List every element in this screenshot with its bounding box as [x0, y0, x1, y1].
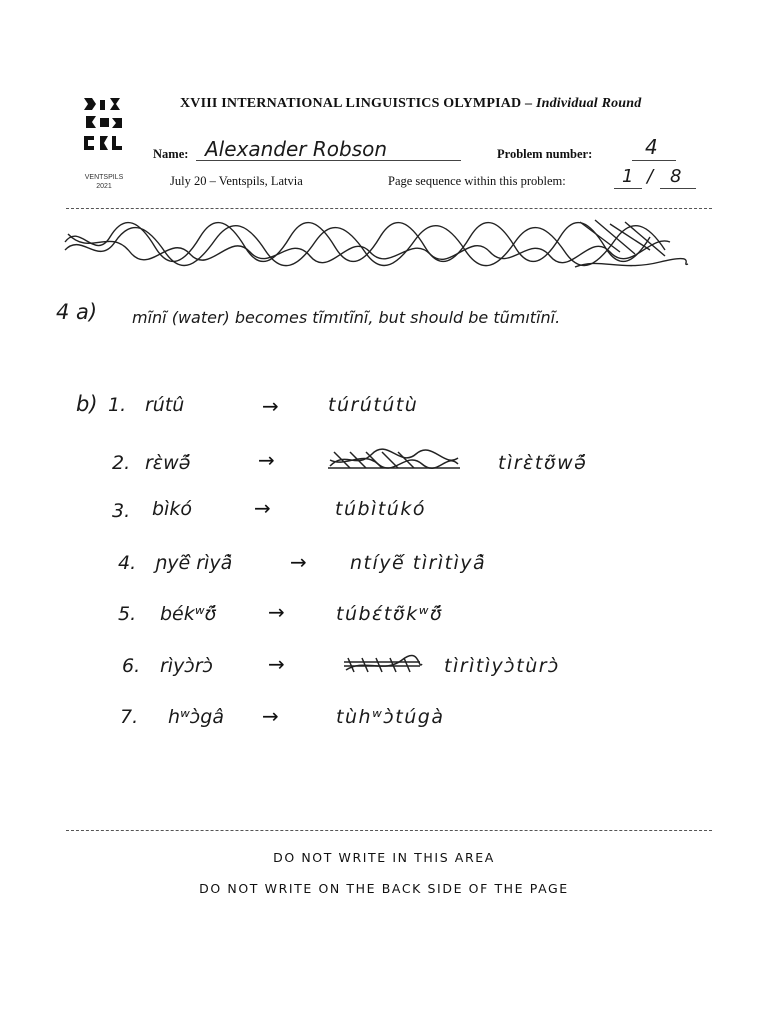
arrow-icon: →	[262, 394, 279, 418]
arrow-icon: →	[254, 496, 271, 520]
problem-underline	[632, 160, 676, 161]
arrow-icon: →	[268, 652, 285, 676]
logo-year: 2021	[96, 183, 112, 190]
problem-label: Problem number:	[497, 147, 593, 161]
crossed-out-attempt	[326, 446, 462, 472]
item-number: 2.	[112, 452, 131, 474]
date-place: July 20 – Ventspils, Latvia	[170, 174, 303, 188]
result-word: tìrɛ̀tʊ̃wə̃́	[498, 452, 588, 474]
logo-city: VENTSPILS	[84, 174, 124, 181]
item-number: 3.	[112, 500, 131, 522]
result-word: ntíyẽ́ tìrìtìyã̀	[350, 552, 487, 574]
part-a-text: mı̃nı̃ (water) becomes tı̃mıtı̃nı̃, but should be tũmıtı̃nı̃.	[132, 308, 561, 327]
logo-caption	[78, 173, 130, 191]
item-number: 4.	[118, 552, 137, 574]
source-word: ɲyẽ̂ rìyã̀	[155, 552, 233, 574]
result-word: tùhʷɔ̀túgà	[336, 706, 445, 728]
crossed-out-attempt	[340, 650, 424, 678]
sequence-sep: /	[647, 166, 654, 187]
part-b-label: b)	[76, 392, 98, 416]
item-number: 7.	[120, 706, 139, 728]
source-word: rɛ̀wə̃́	[145, 452, 191, 474]
sequence-total: 8	[670, 166, 682, 187]
footer-warning-area: DO NOT WRITE IN THIS AREA	[273, 850, 495, 865]
sequence-page-underline	[614, 188, 642, 189]
source-word: rìyɔ̀rɔ̀	[160, 655, 214, 677]
arrow-icon: →	[290, 550, 307, 574]
arrow-icon: →	[262, 704, 279, 728]
result-word: túrútútù	[328, 394, 419, 416]
source-word: rútû	[145, 394, 185, 416]
crossed-out-scribble	[60, 212, 690, 282]
arrow-icon: →	[258, 448, 275, 472]
arrow-icon: →	[268, 600, 285, 624]
item-number: 6.	[122, 655, 141, 677]
title-main: XVIII INTERNATIONAL LINGUISTICS OLYMPIAD –	[180, 96, 533, 111]
source-word: bìkó	[152, 498, 192, 520]
item-number: 5.	[118, 603, 137, 625]
footer-warning-backside: DO NOT WRITE ON THE BACK SIDE OF THE PAGE	[199, 881, 569, 896]
problem-value: 4	[645, 135, 658, 159]
page-title	[180, 96, 641, 112]
bottom-dashed-divider	[66, 830, 712, 831]
result-word: túbɛ́tʊ̃kʷʊ̃́	[336, 603, 444, 625]
source-word: békʷʊ̃́	[160, 603, 217, 625]
sequence-page: 1	[622, 166, 634, 187]
title-round: Individual Round	[535, 96, 642, 111]
top-dashed-divider	[66, 208, 712, 209]
part-a-label: 4 a)	[56, 300, 98, 324]
source-word: hʷɔ̀gâ	[168, 706, 224, 728]
olympiad-logo	[82, 96, 124, 166]
sequence-total-underline	[660, 188, 696, 189]
name-label: Name:	[153, 147, 189, 161]
name-value: Alexander Robson	[205, 137, 388, 161]
result-word: tìrìtìyɔ̀tùrɔ̀	[444, 655, 560, 677]
item-number: 1.	[108, 394, 127, 416]
sequence-label: Page sequence within this problem:	[388, 174, 566, 188]
result-word: túbìtúkó	[335, 498, 426, 520]
